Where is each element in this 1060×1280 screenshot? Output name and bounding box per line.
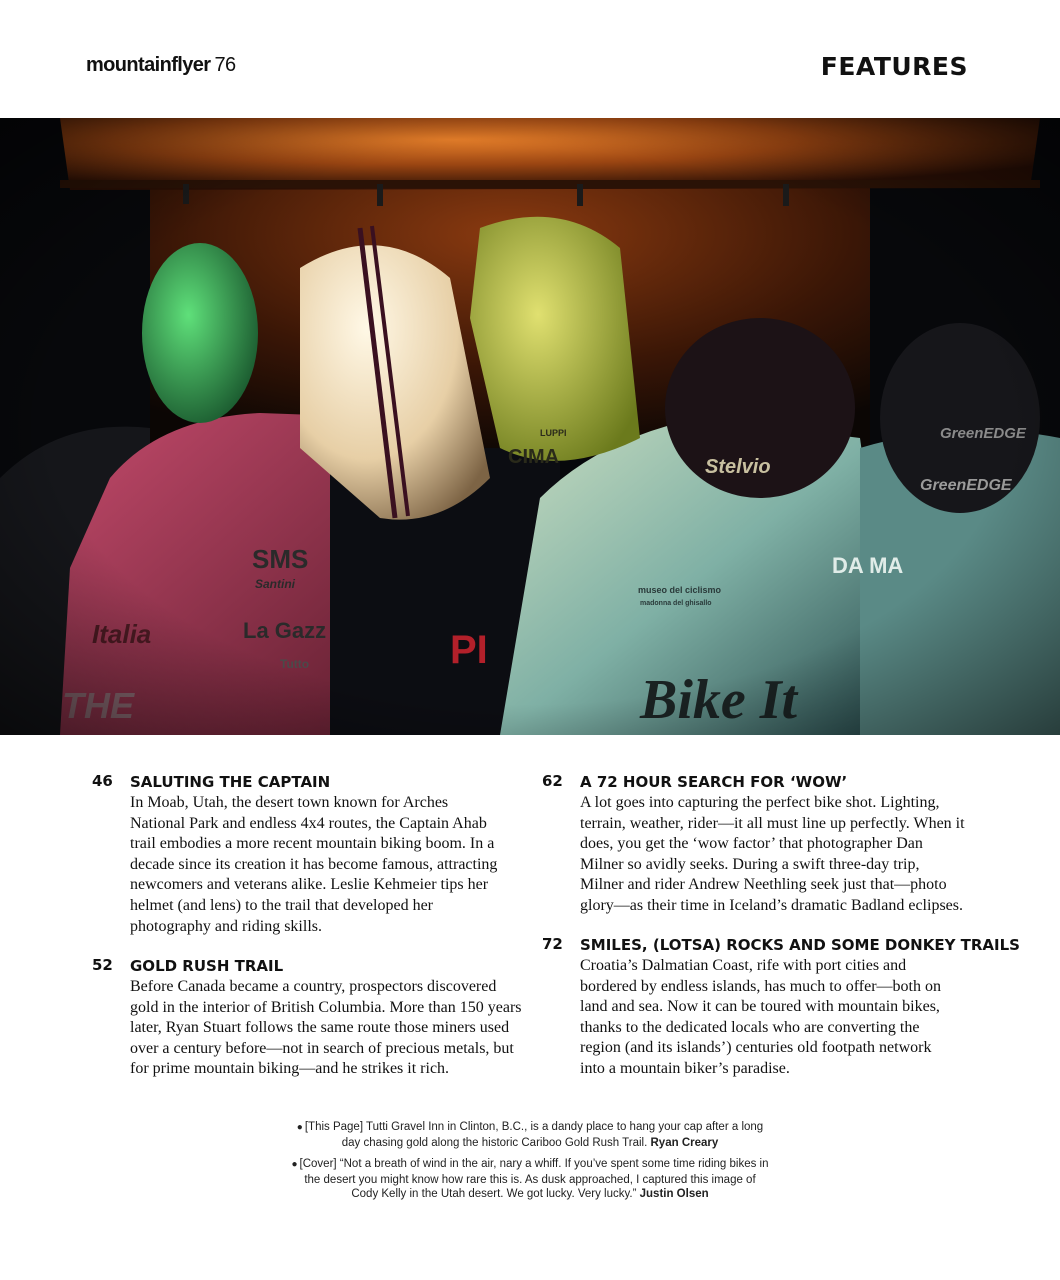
magazine-brand xyxy=(86,54,235,77)
toc-page-number: 46 xyxy=(92,772,113,790)
section-title: FEATURES xyxy=(820,52,968,81)
caption-cover xyxy=(290,1157,770,1202)
page-header xyxy=(0,0,1060,118)
bullet-icon: ● xyxy=(296,1122,303,1133)
toc-page-number: 62 xyxy=(542,772,563,790)
magazine-name: mountainflyer xyxy=(86,54,211,76)
toc-description: Croatia’s Dalmatian Coast, rife with port cities and bordered by endless islands, has much to offer—both on land and sea. Now it can be toured with mountain bikes, thanks to the dedicated locals who are converting the region (and its islands’) centuries old footpath network into a mountain biker’s paradise. xyxy=(580,957,941,1077)
toc-page-number: 52 xyxy=(92,956,113,974)
toc-description: In Moab, Utah, the desert town known for Arches National Park and endless 4x4 routes, the Captain Ahab trail embodies a more recent mountain biking boom. In a decade since its creation it has become famous, attracting newcomers and veterans alike. Leslie Kehmeier tips her helmet (and lens) to the trail that developed her photography and riding skills. xyxy=(130,794,498,935)
toc-entry-52[interactable] xyxy=(92,956,530,1080)
photo-captions xyxy=(290,1120,770,1209)
photo-credit: Justin Olsen xyxy=(639,1188,709,1200)
toc-description: Before Canada became a country, prospectors discovered gold in the interior of British Columbia. More than 150 years later, Ryan Stuart follows the same route those miners used over a century before—not in search of precious metals, but for prime mountain biking—and he strikes it rich. xyxy=(130,978,522,1078)
toc-description: A lot goes into capturing the perfect bike shot. Lighting, terrain, weather, rider—it all must line up perfectly. When it does, you get the ‘wow factor’ that photographer Dan Milner so avidly seeks. During a swift three-day trip, Milner and rider Andrew Neethling seek just that—photo glory—as their time in Iceland’s dramatic Badland eclipses. xyxy=(580,794,965,914)
toc-title: GOLD RUSH TRAIL xyxy=(130,957,284,975)
toc-entry-72[interactable] xyxy=(542,935,1020,1080)
photo-credit: Ryan Creary xyxy=(650,1136,719,1149)
caps-and-jerseys-photo xyxy=(0,118,1060,735)
toc-entry-62[interactable] xyxy=(542,772,980,917)
bullet-icon: ● xyxy=(291,1159,298,1170)
page-number: 76 xyxy=(214,54,236,76)
toc-page-number: 72 xyxy=(542,935,563,953)
caption-text: [Cover] “Not a breath of wind in the air, nary a whiff. If you’ve spent some time riding bikes in the desert you might know how rare this is. As dusk approached, I captured this image of Cody Kelly in the Utah desert. We got lucky. Very lucky.” xyxy=(299,1158,769,1200)
caption-text: [This Page] Tutti Gravel Inn in Clinton, B.C., is a dandy place to hang your cap after a long day chasing gold along the historic Cariboo Gold Rush Trail. xyxy=(304,1121,764,1149)
toc-title: A 72 HOUR SEARCH FOR ‘WOW’ xyxy=(580,773,848,791)
toc-title: SMILES, (LOTSA) ROCKS AND SOME DONKEY TRAILS xyxy=(580,936,1020,954)
toc-entry-46[interactable] xyxy=(92,772,530,937)
caption-this-page xyxy=(290,1120,770,1150)
toc-title: SALUTING THE CAPTAIN xyxy=(130,773,331,791)
feature-photo xyxy=(0,118,1060,735)
